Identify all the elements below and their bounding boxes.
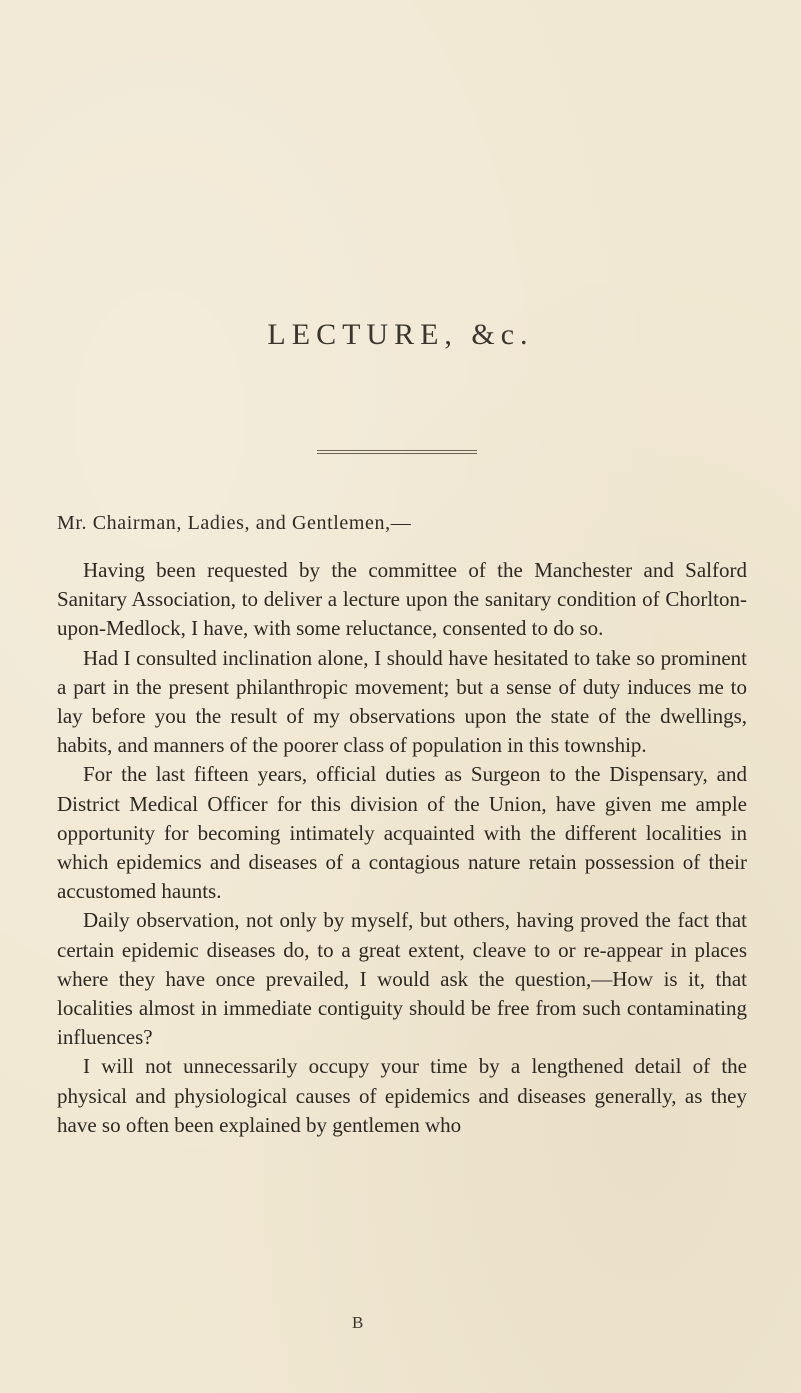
paragraph-3: For the last fifteen years, official duties as Surgeon to the Dispensary, and District Medical Officer for this division of the Union, have given me ample opportunity for becoming intimately acquainted with the different localities in which epidemics and diseases of a contagious nature retain possession of their accustomed haunts.	[57, 762, 747, 904]
paragraph-5: I will not unnecessarily occupy your time by a lengthened detail of the physical and physiological causes of epidemics and diseases generally, as they have so often been explained by gentlemen who	[57, 1054, 747, 1137]
title-rule	[317, 450, 477, 456]
paragraph-4: Daily observation, not only by myself, but others, having proved the fact that certain epidemic diseases do, to a great extent, cleave to or re-appear in places where they have once prevailed, I would ask the question,—How is it, that localities almost in immediate contiguity should be free from such contaminating influences?	[57, 908, 747, 1050]
page-title: LECTURE, &c.	[267, 318, 534, 351]
lecture-body	[57, 556, 747, 1140]
signature-mark: B	[352, 1313, 364, 1332]
paragraph-2: Had I consulted inclination alone, I should have hesitated to take so prominent a part in the present philanthropic movement; but a sense of duty induces me to lay before you the result of my observations upon the state of the dwellings, habits, and manners of the poorer class of population in this township.	[57, 645, 747, 758]
salutation: Mr. Chairman, Ladies, and Gentlemen,—	[57, 512, 412, 534]
paragraph-1: Having been requested by the committee of the Manchester and Salford Sanitary Association, to deliver a lecture upon the sanitary condition of Chorlton-upon-Medlock, I have, with some reluctance, consented to do so.	[57, 558, 747, 641]
